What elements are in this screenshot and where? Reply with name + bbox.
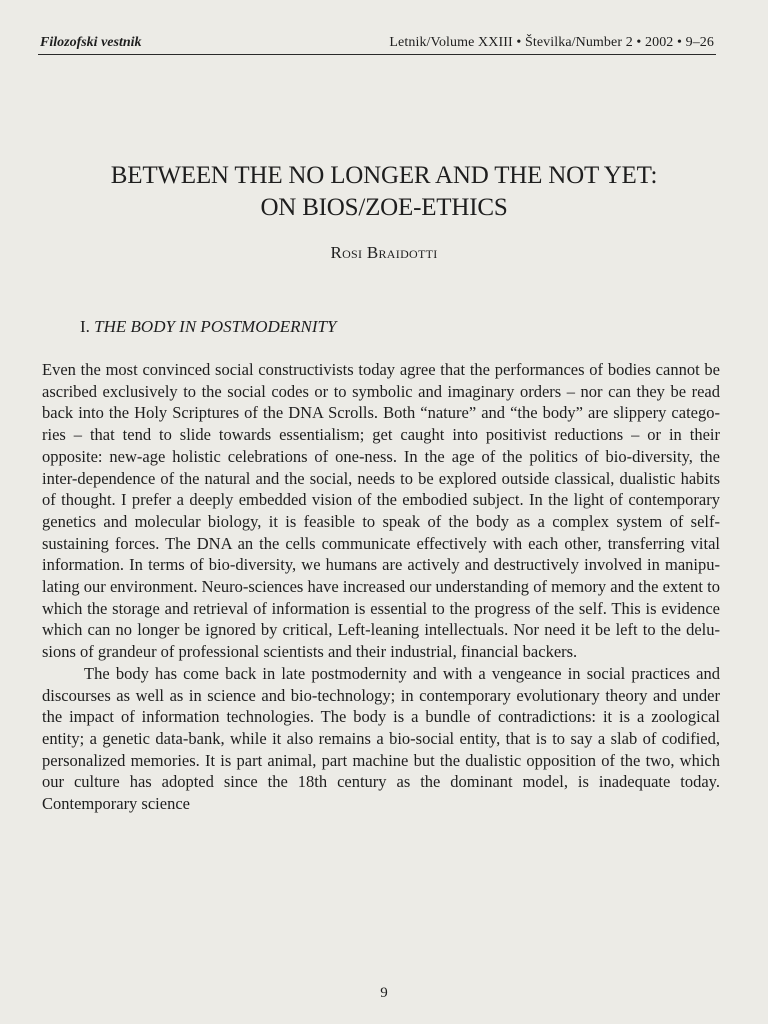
article-title-line-1: BETWEEN THE NO LONGER AND THE NOT YET:: [110, 162, 658, 189]
paragraph-1: Even the most convinced social constructivists today agree that the performances of bodies cannot be ascribed exclusively to the social codes or to symbolic and imaginary orders – nor can they be read back into the Holy Scriptures of the DNA Scrolls. Both “nature” and “the body” are slippery categories – that tend to slide towards essentialism; get caught into positivist reductions – or in their opposite: new-age holistic celebrations of one-ness. In the age of the politics of bio-diversity, the inter-dependence of the natural and the social, needs to be explored outside classical, dualistic habits of thought. I prefer a deeply embedded vision of the embodied subject. In the light of contemporary genetics and molecular biology, it is feasible to speak of the body as a complex system of self-sustaining forces. The DNA an the cells communicate effectively with each other, transferring vital information. In terms of bio-diversity, we humans are actively and destructively involved in manipulating our environment. Neuro-sciences have increased our understanding of memory and the extent to which the storage and retrieval of information is essential to the progress of the self. This is evidence which can no longer be ignored by critical, Left-leaning intellectuals. Nor need it be left to the delusions of grandeur of professional scientists and their industrial, financial backers.: [42, 360, 720, 662]
paragraph-2: The body has come back in late postmodernity and with a vengeance in social practices and discourses as well as in science and bio-technology; in contemporary evolutionary theory and under the impact of information technologies. The body is a bundle of contradictions: it is a zoological entity; a genetic data-bank, while it also remains a bio-social entity, that is to say a slab of codified, personalized memories. It is part animal, part machine but the dualistic opposition of the two, which our culture has adopted since the 18th century as the dominant model, is inadequate today. Contemporary science: [42, 663, 720, 814]
section-heading: [80, 316, 336, 338]
section-title: THE BODY IN POSTMODERNITY: [94, 317, 337, 336]
journal-name: Filozofski vestnik: [40, 35, 142, 50]
page-number: 9: [380, 985, 388, 1001]
article-title: [40, 160, 728, 224]
body-text: [42, 359, 720, 815]
running-header: [38, 34, 716, 55]
issue-info: Letnik/Volume XXIII • Številka/Number 2 • 2002 • 9–26: [389, 35, 714, 50]
author-name: Rosi Braidotti: [330, 243, 438, 262]
article-title-line-2: ON BIOS/ZOE-ETHICS: [260, 194, 508, 221]
section-number: I.: [80, 317, 90, 336]
